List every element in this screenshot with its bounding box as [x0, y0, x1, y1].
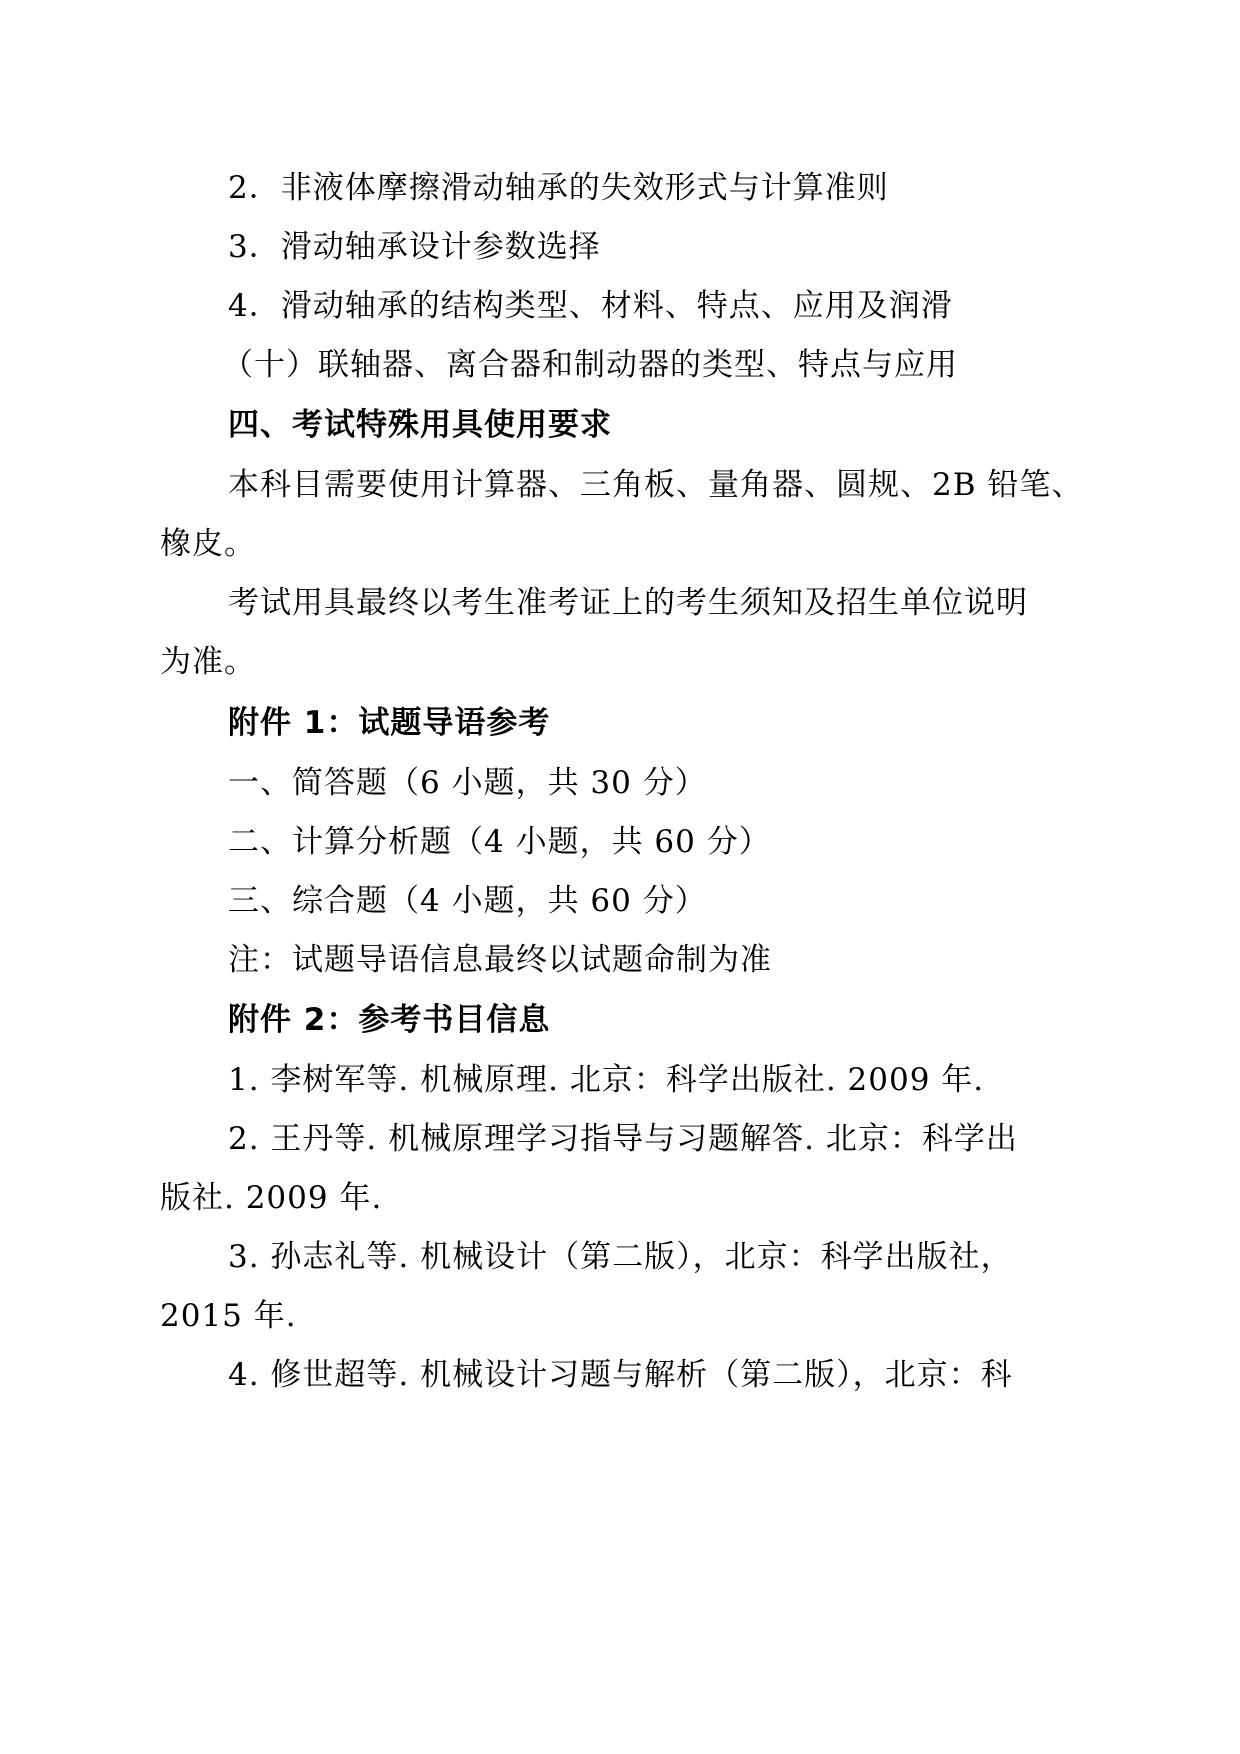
reference-2-line-1: 2. 王丹等. 机械原理学习指导与习题解答. 北京：科学出 — [228, 1121, 1018, 1157]
appendix-2-heading: 附件 2：参考书目信息 — [228, 1002, 551, 1038]
appendix-1-item-calculation: 二、计算分析题（4 小题，共 60 分） — [228, 824, 771, 860]
appendix-1-item-comprehensive: 三、综合题（4 小题，共 60 分） — [228, 883, 707, 919]
paragraph-tools-line-2: 橡皮。 — [160, 526, 256, 562]
list-item-bearing-failure: 2．非液体摩擦滑动轴承的失效形式与计算准则 — [228, 170, 889, 206]
list-item-bearing-parameters: 3．滑动轴承设计参数选择 — [228, 229, 601, 265]
appendix-1-note: 注：试题导语信息最终以试题命制为准 — [228, 942, 772, 978]
reference-3-line-2: 2015 年. — [160, 1298, 297, 1334]
paragraph-tools-line-1: 本科目需要使用计算器、三角板、量角器、圆规、2B 铅笔、 — [228, 467, 1084, 503]
section-heading-exam-tools: 四、考试特殊用具使用要求 — [228, 407, 612, 443]
paragraph-final-line-2: 为准。 — [160, 644, 256, 680]
reference-3-line-1: 3. 孙志礼等. 机械设计（第二版），北京：科学出版社， — [228, 1239, 1013, 1275]
appendix-1-item-short-answer: 一、简答题（6 小题，共 30 分） — [228, 765, 707, 801]
list-item-bearing-structure: 4．滑动轴承的结构类型、材料、特点、应用及润滑 — [228, 288, 953, 324]
reference-1: 1. 李树军等. 机械原理. 北京：科学出版社. 2009 年. — [228, 1062, 985, 1098]
reference-4-line-1: 4. 修世超等. 机械设计习题与解析（第二版），北京：科 — [228, 1357, 1013, 1393]
subsection-ten: （十）联轴器、离合器和制动器的类型、特点与应用 — [222, 347, 958, 383]
paragraph-final-line-1: 考试用具最终以考生准考证上的考生须知及招生单位说明 — [228, 585, 1028, 621]
reference-2-line-2: 版社. 2009 年. — [160, 1180, 383, 1216]
appendix-1-heading: 附件 1：试题导语参考 — [228, 705, 551, 741]
